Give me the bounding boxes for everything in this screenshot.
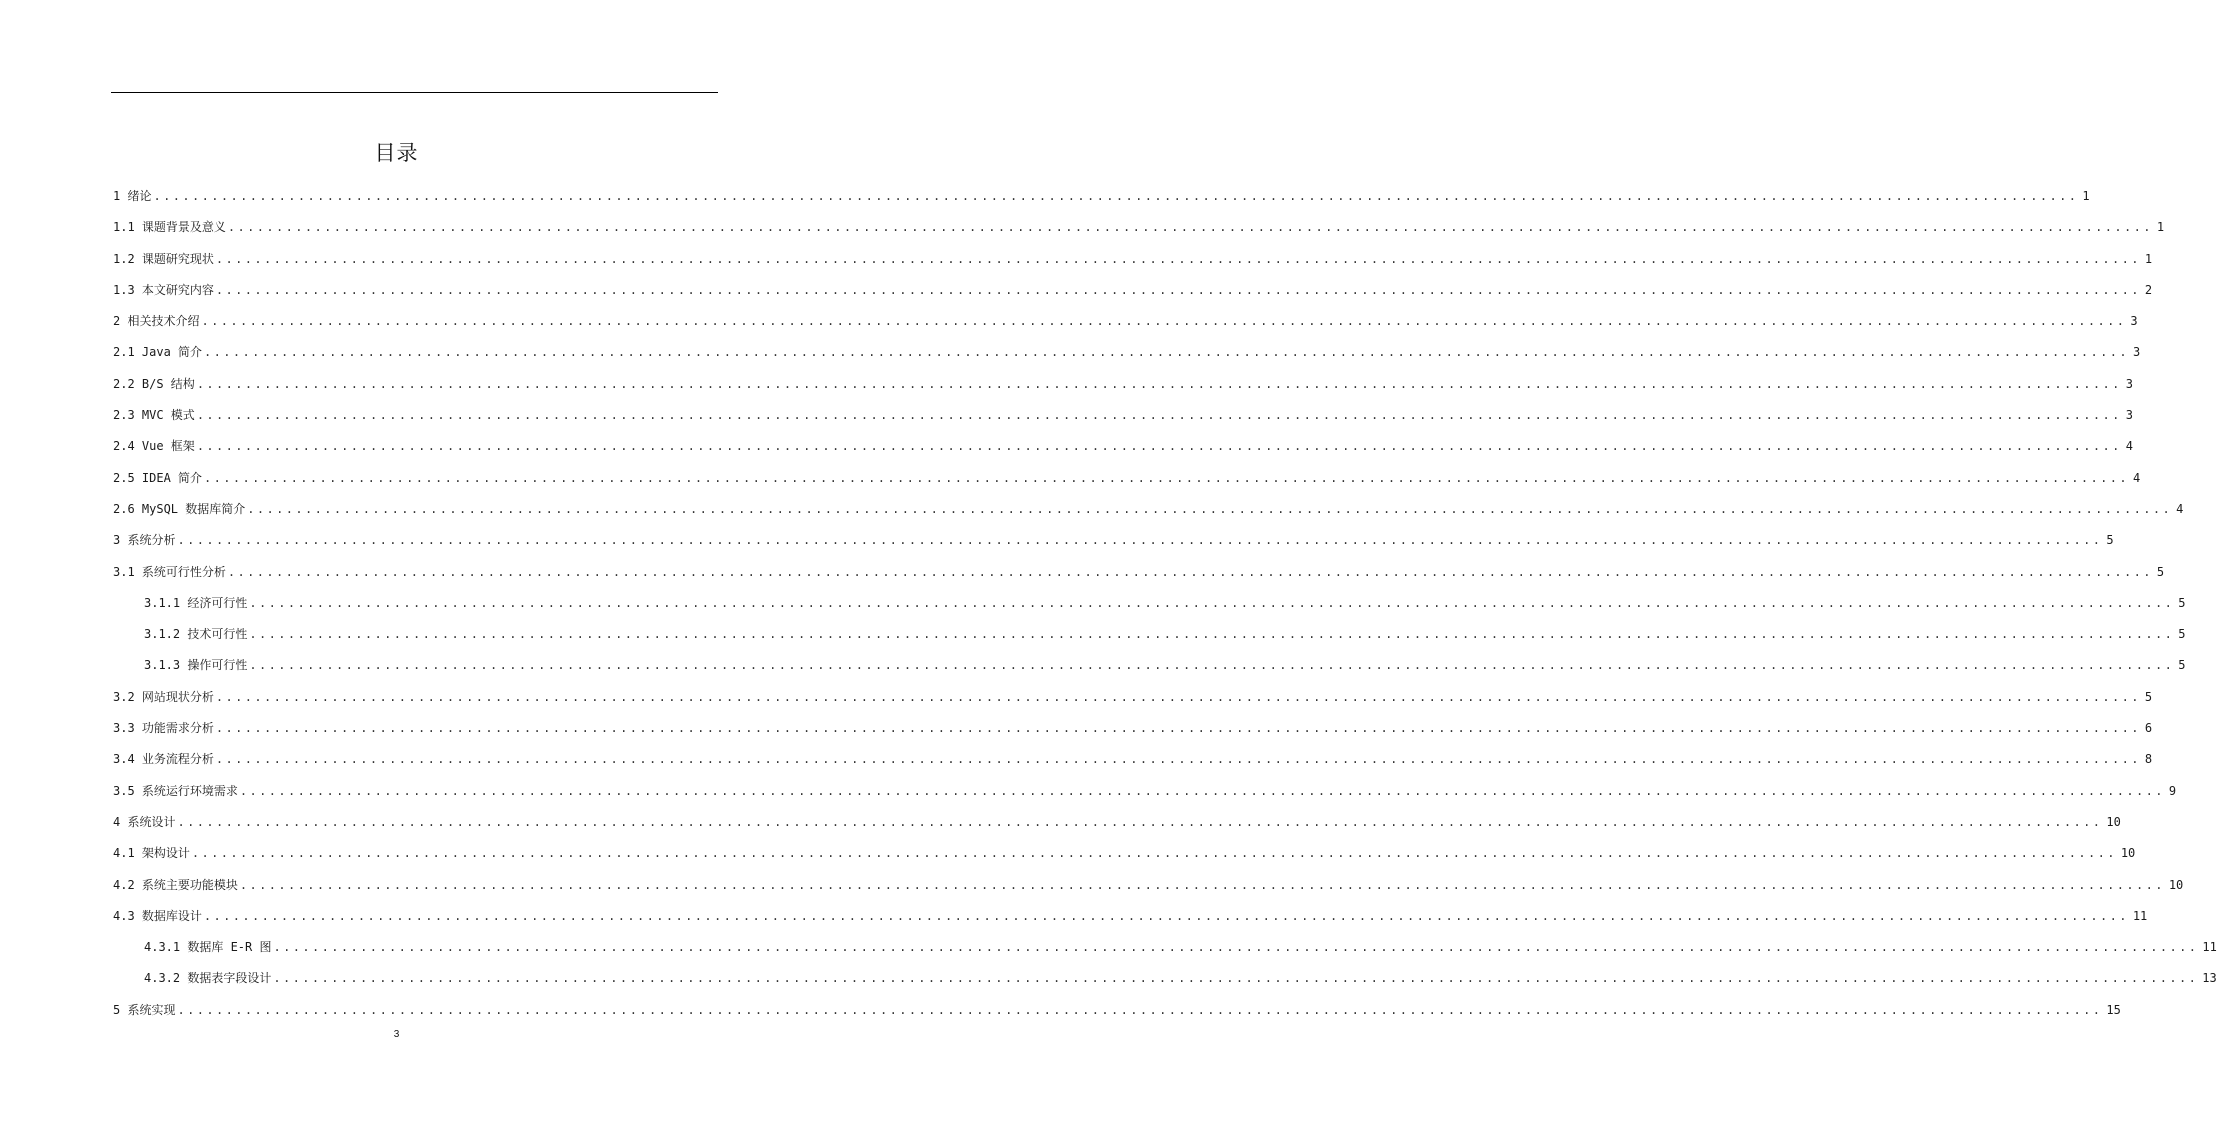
- toc-title: 目录: [374, 141, 419, 165]
- toc-entry-page: 1: [2082, 189, 2090, 203]
- toc-entry-page: 3: [2125, 408, 2133, 423]
- toc-dot-leader: ........................................................................................................................................................................................................: [249, 595, 2175, 610]
- toc-entry-label: 1 绪论: [113, 189, 152, 203]
- toc-entry-label: 2.3 MVC 模式: [113, 408, 195, 423]
- toc-entry-page: 1: [2144, 251, 2153, 266]
- toc-entry-label: 1.1 课题背景及意义: [113, 220, 226, 235]
- toc-entry[interactable]: [113, 588, 2186, 619]
- toc-dot-leader: ........................................................................................................................................................................................................: [227, 220, 2153, 235]
- toc-dot-leader: ........................................................................................................................................................................................................: [239, 783, 2165, 798]
- toc-dot-leader: ........................................................................................................................................................................................................: [153, 189, 2079, 203]
- toc-dot-leader: ........................................................................................................................................................................................................: [215, 251, 2141, 266]
- toc-dot-leader: ........................................................................................................................................................................................................: [273, 971, 2199, 986]
- toc-entry-page: 4: [2176, 501, 2184, 516]
- toc-entry-page: 10: [2168, 877, 2184, 892]
- toc-dot-leader: ........................................................................................................................................................................................................: [177, 814, 2103, 829]
- toc-entry[interactable]: [113, 619, 2186, 650]
- toc-dot-leader: ........................................................................................................................................................................................................: [239, 877, 2165, 892]
- toc-entry[interactable]: [113, 682, 2153, 713]
- toc-entry[interactable]: [113, 431, 2133, 462]
- toc-dot-leader: ........................................................................................................................................................................................................: [204, 470, 2129, 485]
- page-number: 3: [393, 1029, 400, 1040]
- toc-entry-page: 11: [2202, 940, 2217, 955]
- toc-entry[interactable]: [113, 525, 2114, 556]
- toc-entry-page: 10: [2106, 814, 2121, 829]
- toc-dot-leader: ........................................................................................................................................................................................................: [203, 908, 2129, 923]
- toc-entry-page: 3: [2132, 345, 2141, 360]
- toc-entry-page: 13: [2202, 971, 2217, 986]
- toc-entry-label: 3.1 系统可行性分析: [113, 564, 226, 579]
- toc-dot-leader: ........................................................................................................................................................................................................: [273, 940, 2199, 955]
- toc-entry[interactable]: [113, 744, 2153, 775]
- toc-dot-leader: ........................................................................................................................................................................................................: [201, 314, 2127, 329]
- toc-entry[interactable]: [113, 337, 2141, 368]
- toc-entry[interactable]: [113, 369, 2133, 400]
- toc-dot-leader: ........................................................................................................................................................................................................: [177, 533, 2103, 548]
- toc-entry-page: 3: [2125, 376, 2133, 391]
- toc-dot-leader: ........................................................................................................................................................................................................: [196, 408, 2122, 423]
- toc-entry[interactable]: [113, 181, 2090, 212]
- toc-entry-page: 11: [2132, 908, 2148, 923]
- toc-entry[interactable]: [113, 463, 2141, 494]
- toc-entry-label: 2.5 IDEA 简介: [113, 470, 203, 485]
- toc-entry[interactable]: [113, 963, 2217, 994]
- toc-entry[interactable]: [113, 901, 2148, 932]
- toc-dot-leader: ........................................................................................................................................................................................................: [196, 439, 2122, 454]
- toc-entry-page: 5: [2178, 658, 2186, 673]
- toc-entry[interactable]: [113, 870, 2184, 901]
- toc-entry-page: 5: [2178, 627, 2186, 642]
- toc-entry-page: 5: [2106, 533, 2114, 548]
- toc-entry-page: 1: [2156, 220, 2165, 235]
- toc-entry-label: 5 系统实现: [113, 1002, 176, 1017]
- toc-entry[interactable]: [113, 557, 2165, 588]
- toc-list: [113, 181, 2217, 1026]
- toc-entry-label: 3.2 网站现状分析: [113, 689, 214, 704]
- toc-entry-label: 3.1.2 技术可行性: [144, 627, 248, 642]
- toc-entry-page: 4: [2125, 439, 2133, 454]
- toc-entry-label: 3.1.1 经济可行性: [144, 595, 248, 610]
- toc-entry-page: 9: [2168, 783, 2177, 798]
- toc-entry-page: 4: [2132, 470, 2141, 485]
- toc-dot-leader: ........................................................................................................................................................................................................: [249, 658, 2175, 673]
- toc-entry-label: 3.3 功能需求分析: [113, 721, 214, 736]
- toc-entry-label: 2.4 Vue 框架: [113, 439, 195, 454]
- toc-entry[interactable]: [113, 400, 2133, 431]
- toc-entry[interactable]: [113, 212, 2165, 243]
- toc-entry-page: 5: [2144, 689, 2153, 704]
- toc-entry-label: 3.1.3 操作可行性: [144, 658, 248, 673]
- toc-entry-label: 4.2 系统主要功能模块: [113, 877, 238, 892]
- toc-entry-label: 2.2 B/S 结构: [113, 376, 195, 391]
- toc-entry-label: 4.1 架构设计: [113, 846, 190, 861]
- toc-entry-label: 4.3 数据库设计: [113, 908, 202, 923]
- toc-entry[interactable]: [113, 713, 2153, 744]
- toc-entry-label: 4.3.2 数据表字段设计: [144, 971, 272, 986]
- toc-entry[interactable]: [113, 838, 2136, 869]
- toc-entry-label: 1.2 课题研究现状: [113, 251, 214, 266]
- toc-dot-leader: ........................................................................................................................................................................................................: [204, 345, 2129, 360]
- toc-dot-leader: ........................................................................................................................................................................................................: [247, 501, 2173, 516]
- toc-entry-label: 3 系统分析: [113, 533, 176, 548]
- toc-dot-leader: ........................................................................................................................................................................................................: [215, 689, 2141, 704]
- toc-entry-page: 15: [2106, 1002, 2121, 1017]
- toc-entry[interactable]: [113, 306, 2138, 337]
- toc-entry[interactable]: [113, 807, 2121, 838]
- toc-entry-page: 8: [2144, 752, 2153, 767]
- toc-entry[interactable]: [113, 932, 2217, 963]
- toc-entry-label: 4 系统设计: [113, 814, 176, 829]
- toc-dot-leader: ........................................................................................................................................................................................................: [177, 1002, 2103, 1017]
- header-rule: [111, 92, 718, 93]
- toc-entry-label: 2.1 Java 简介: [113, 345, 203, 360]
- toc-entry[interactable]: [113, 494, 2184, 525]
- toc-entry-page: 5: [2178, 595, 2186, 610]
- toc-entry-label: 2.6 MySQL 数据库简介: [113, 501, 246, 516]
- toc-entry[interactable]: [113, 995, 2121, 1026]
- toc-entry[interactable]: [113, 776, 2177, 807]
- toc-dot-leader: ........................................................................................................................................................................................................: [196, 376, 2122, 391]
- toc-dot-leader: ........................................................................................................................................................................................................: [227, 564, 2153, 579]
- toc-entry[interactable]: [113, 244, 2153, 275]
- toc-dot-leader: ........................................................................................................................................................................................................: [215, 752, 2141, 767]
- toc-entry-page: 3: [2130, 314, 2138, 329]
- toc-entry-page: 5: [2156, 564, 2165, 579]
- toc-dot-leader: ........................................................................................................................................................................................................: [215, 282, 2141, 297]
- toc-entry-label: 3.4 业务流程分析: [113, 752, 214, 767]
- toc-entry-label: 2 相关技术介绍: [113, 314, 200, 329]
- toc-entry[interactable]: [113, 650, 2186, 681]
- toc-entry-label: 3.5 系统运行环境需求: [113, 783, 238, 798]
- toc-dot-leader: ........................................................................................................................................................................................................: [215, 721, 2141, 736]
- toc-entry-page: 6: [2144, 721, 2153, 736]
- toc-entry-page: 2: [2144, 282, 2153, 297]
- toc-entry-label: 1.3 本文研究内容: [113, 282, 214, 297]
- toc-entry-label: 4.3.1 数据库 E-R 图: [144, 940, 272, 955]
- toc-dot-leader: ........................................................................................................................................................................................................: [191, 846, 2117, 861]
- toc-entry-page: 10: [2120, 846, 2136, 861]
- toc-dot-leader: ........................................................................................................................................................................................................: [249, 627, 2175, 642]
- toc-entry[interactable]: [113, 275, 2153, 306]
